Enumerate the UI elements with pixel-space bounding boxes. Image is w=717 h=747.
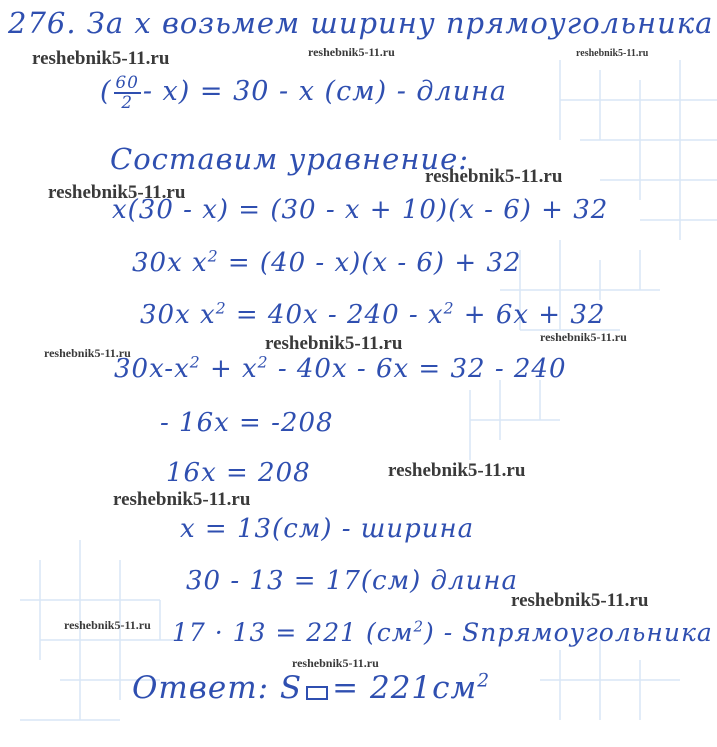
exponent: 2 [189, 353, 201, 372]
watermark: reshebnik5-11.ru [576, 48, 649, 59]
watermark: reshebnik5-11.ru [425, 166, 563, 187]
answer-part-a: Ответ: S [132, 670, 303, 706]
watermark: reshebnik5-11.ru [540, 330, 627, 344]
watermark: reshebnik5-11.ru [32, 48, 170, 69]
solution-line-3: Составим уравнение: [110, 142, 470, 176]
solution-line-10: x = 13(см) - ширина [180, 514, 475, 544]
solution-line-11: 30 - 13 = 17(см) длина [186, 566, 518, 596]
line-6-part-c: + 6x + 32 [463, 300, 606, 330]
line-7-part-c: - 40x - 6x = 32 - 240 [277, 354, 567, 384]
exponent: 2 [215, 299, 227, 318]
line-12-part-a: 17 · 13 = 221 (см [172, 618, 414, 647]
line-7-part-a: 30x-x [114, 354, 190, 384]
answer-line [132, 670, 490, 706]
exponent: 2 [443, 299, 455, 318]
solution-line-9: 16x = 208 [166, 458, 311, 488]
open-paren: ( [100, 76, 112, 108]
answer-part-b: = 221см [332, 670, 478, 706]
solution-line-1: 276. За x возьмем ширину прямоугольника [8, 6, 714, 40]
fraction [114, 74, 141, 111]
line-5-part-a: 30x x [132, 248, 208, 278]
watermark: reshebnik5-11.ru [388, 460, 526, 481]
solution-line-8: - 16x = -208 [160, 408, 334, 438]
exponent: 2 [207, 247, 219, 266]
line-6-part-b: = 40x - 240 - x [235, 300, 444, 330]
line-2-rest: - x) = 30 - x (см) - длина [142, 76, 507, 108]
watermark: reshebnik5-11.ru [308, 45, 395, 59]
line-7-part-b: + x [209, 354, 258, 384]
exponent: 2 [257, 353, 269, 372]
watermark: reshebnik5-11.ru [113, 489, 251, 510]
rectangle-symbol-icon [306, 686, 328, 700]
solution-line-4: x(30 - x) = (30 - x + 10)(x - 6) + 32 [112, 195, 609, 225]
solution-line-2 [100, 74, 507, 111]
exponent: 2 [413, 617, 424, 636]
watermark: reshebnik5-11.ru [292, 656, 379, 670]
exponent: 2 [477, 670, 491, 692]
solution-line-7 [114, 354, 567, 384]
solution-line-12 [172, 618, 713, 647]
fraction-denominator: 2 [121, 91, 134, 112]
line-6-part-a: 30x x [140, 300, 216, 330]
solution-line-6 [140, 300, 605, 330]
solution-line-5 [132, 248, 521, 278]
line-12-part-b: ) - Sпрямоугольника [424, 618, 713, 647]
line-5-part-b: = (40 - x)(x - 6) + 32 [227, 248, 522, 278]
watermark: reshebnik5-11.ru [44, 346, 131, 360]
watermark: reshebnik5-11.ru [48, 182, 186, 203]
watermark: reshebnik5-11.ru [64, 618, 151, 632]
fraction-numerator: 60 [115, 72, 139, 92]
watermark: reshebnik5-11.ru [265, 333, 403, 354]
watermark: reshebnik5-11.ru [511, 590, 649, 611]
